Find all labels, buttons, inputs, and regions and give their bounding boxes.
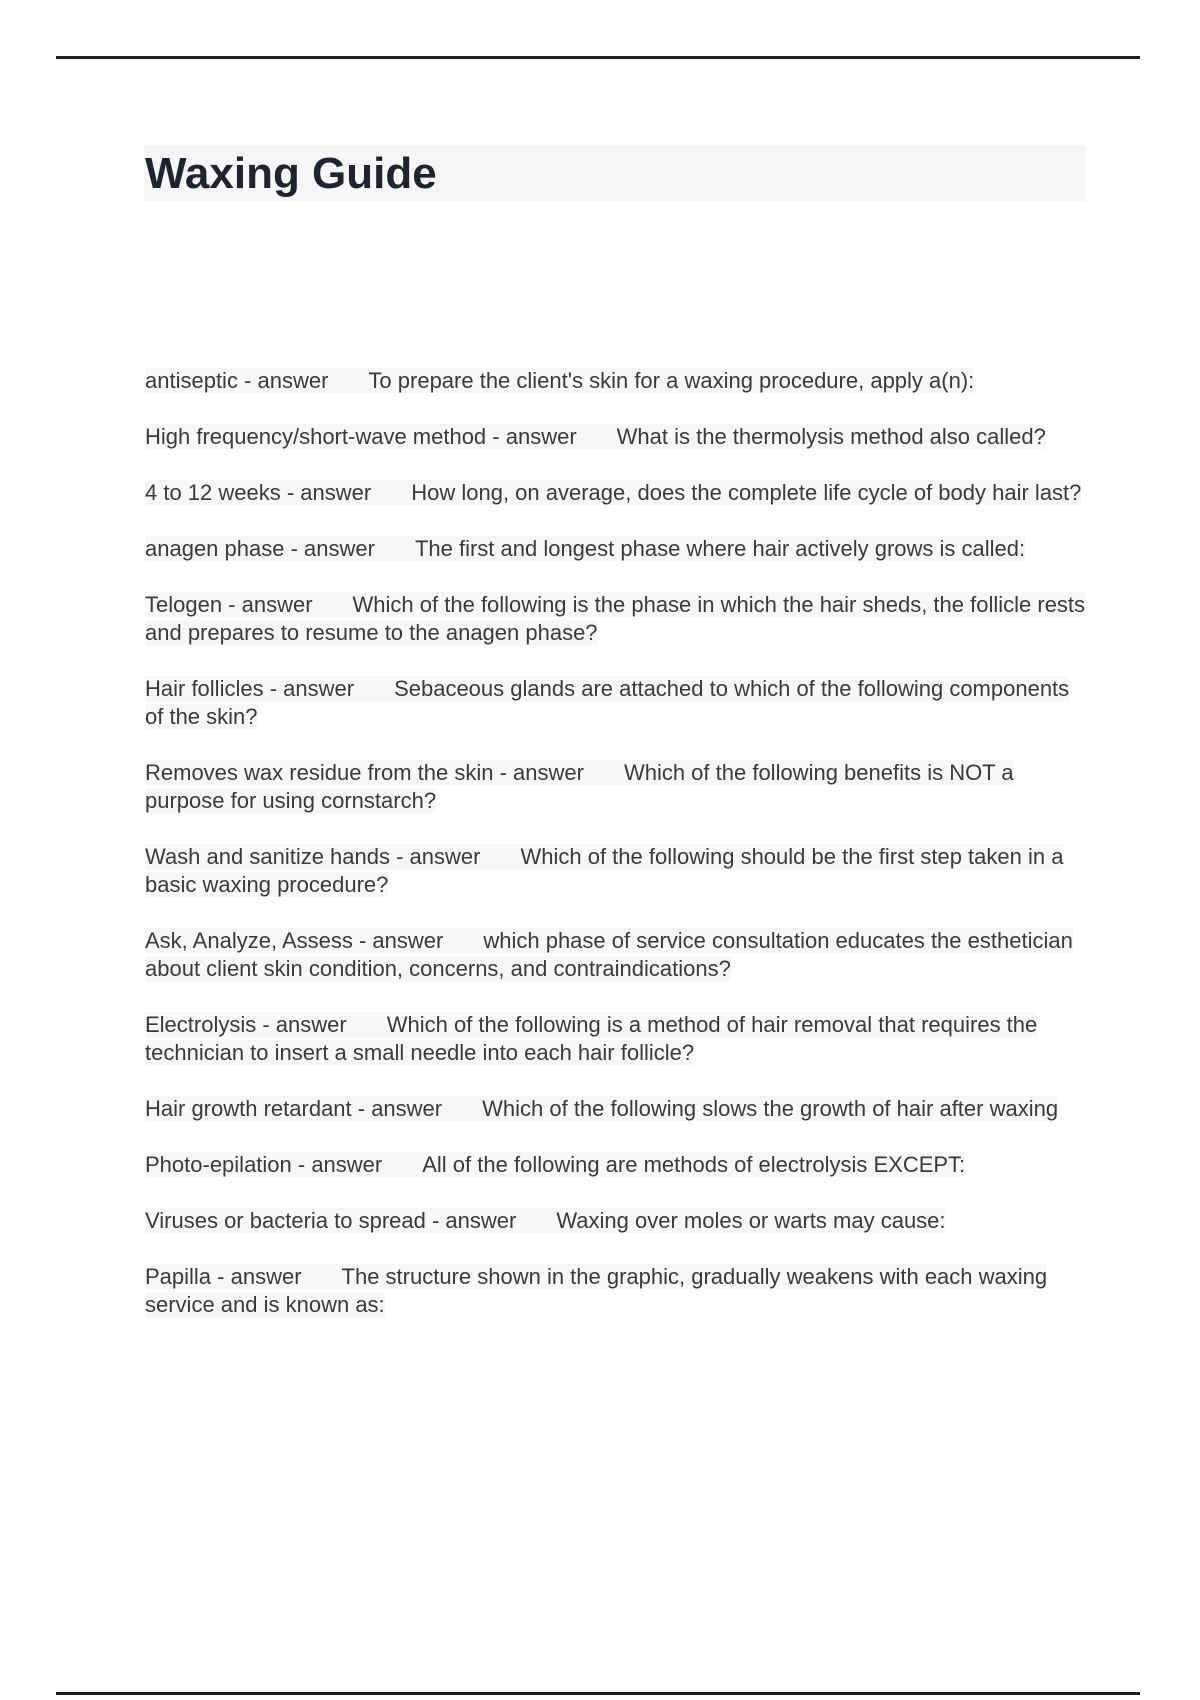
qa-question: Waxing over moles or warts may cause: (556, 1208, 946, 1233)
qa-question: Which of the following is a method of hair removal that requires the technician to insert a small needle into each hair follicle? (145, 1012, 1038, 1065)
qa-question: Which of the following is the phase in which the hair sheds, the follicle rests and prepares to resume to the anagen phase? (145, 592, 1086, 645)
qa-item (145, 479, 1090, 507)
qa-item (145, 423, 1090, 451)
qa-answer: Wash and sanitize hands - answer (145, 844, 481, 869)
qa-answer: Telogen - answer (145, 592, 313, 617)
qa-answer: antiseptic - answer (145, 368, 329, 393)
qa-question: How long, on average, does the complete life cycle of body hair last? (411, 480, 1082, 505)
qa-question: The first and longest phase where hair actively grows is called: (414, 536, 1026, 561)
qa-item (145, 1263, 1090, 1319)
qa-item (145, 1151, 1090, 1179)
qa-answer: anagen phase - answer (145, 536, 375, 561)
page-title: Waxing Guide (145, 149, 437, 198)
qa-item (145, 1095, 1090, 1123)
qa-question: Sebaceous glands are attached to which of the following components of the skin? (145, 676, 1070, 729)
qa-answer: Removes wax residue from the skin - answer (145, 760, 584, 785)
qa-question: To prepare the client's skin for a waxing procedure, apply a(n): (368, 368, 975, 393)
qa-question: Which of the following benefits is NOT a purpose for using cornstarch? (145, 760, 1014, 813)
qa-answer: Electrolysis - answer (145, 1012, 347, 1037)
qa-answer: Photo-epilation - answer (145, 1152, 383, 1177)
qa-item (145, 1207, 1090, 1235)
qa-answer: 4 to 12 weeks - answer (145, 480, 372, 505)
qa-question: Which of the following should be the first step taken in a basic waxing procedure? (145, 844, 1064, 897)
qa-answer: High frequency/short-wave method - answer (145, 424, 577, 449)
bottom-divider (56, 1692, 1140, 1695)
qa-item (145, 675, 1090, 731)
qa-question: All of the following are methods of electrolysis EXCEPT: (422, 1152, 966, 1177)
qa-question: The structure shown in the graphic, gradually weakens with each waxing service and is known as: (145, 1264, 1048, 1317)
qa-question: What is the thermolysis method also called? (616, 424, 1046, 449)
qa-answer: Hair follicles - answer (145, 676, 355, 701)
qa-answer: Hair growth retardant - answer (145, 1096, 443, 1121)
qa-question: which phase of service consultation educates the esthetician about client skin condition, concerns, and contraindications? (145, 928, 1073, 981)
qa-item (145, 591, 1090, 647)
qa-item (145, 927, 1090, 983)
top-divider (56, 56, 1140, 59)
qa-answer: Papilla - answer (145, 1264, 302, 1289)
qa-question: Which of the following slows the growth of hair after waxing (482, 1096, 1059, 1121)
qa-list (145, 367, 1090, 1347)
qa-answer: Ask, Analyze, Assess - answer (145, 928, 444, 953)
qa-item (145, 535, 1090, 563)
qa-item (145, 759, 1090, 815)
qa-item (145, 843, 1090, 899)
qa-item (145, 1011, 1090, 1067)
qa-item (145, 367, 1090, 395)
qa-answer: Viruses or bacteria to spread - answer (145, 1208, 517, 1233)
